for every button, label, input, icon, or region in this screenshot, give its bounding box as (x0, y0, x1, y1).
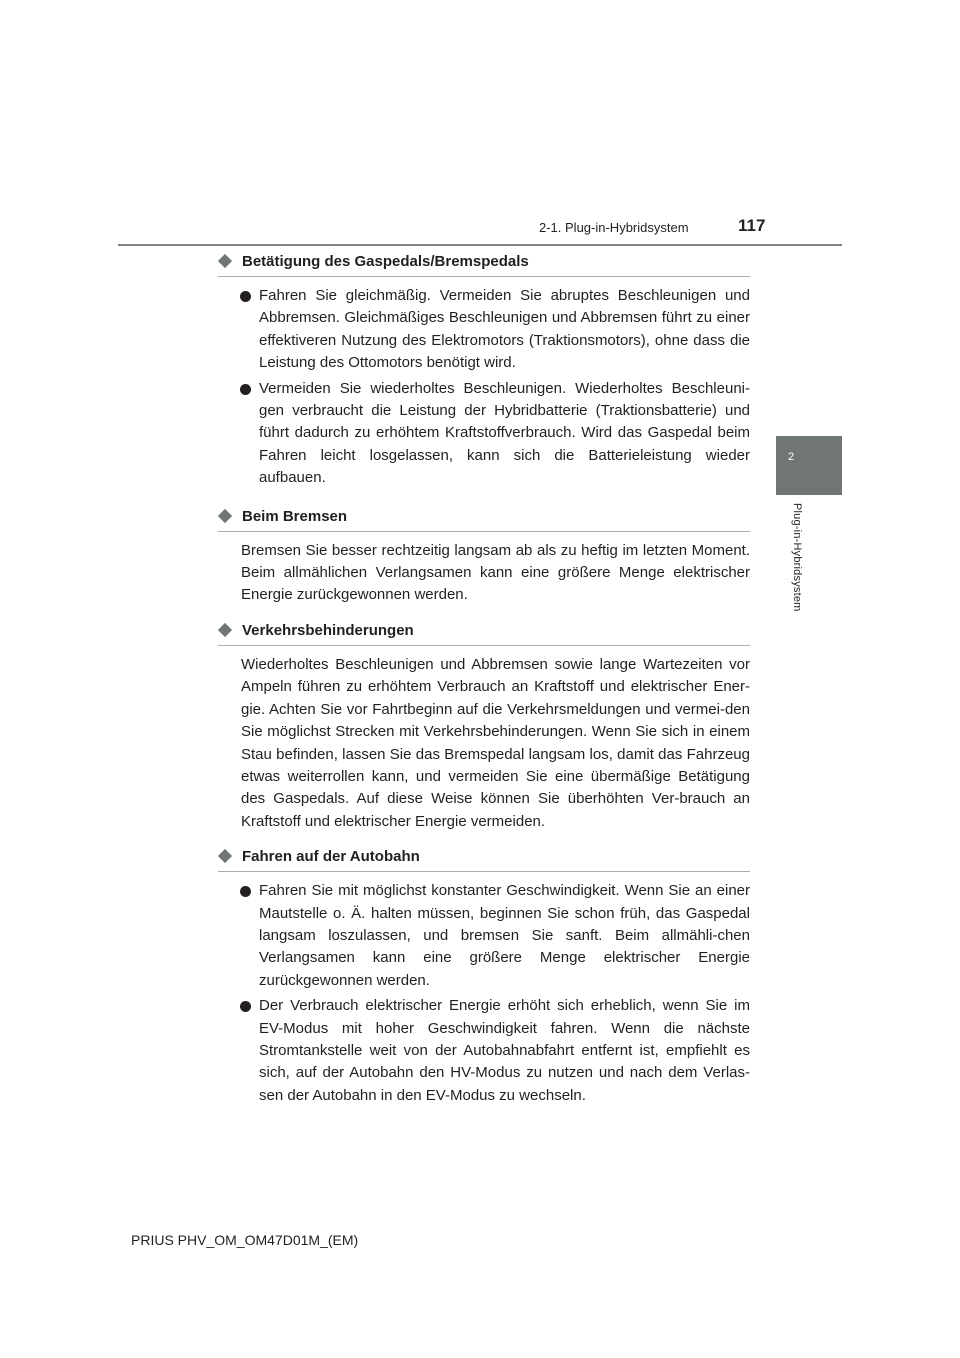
section-paragraph: Bremsen Sie besser rechtzeitig langsam ab als zu heftig im letzten Moment. Beim allmählichen Verlangsamen kann eine größere Menge elektrischer Energie zurückgewonnen werden. (241, 541, 750, 604)
bullet-dot-icon (240, 291, 251, 302)
section-heading (218, 621, 750, 646)
list-item-text: Fahren Sie gleichmäßig. Vermeiden Sie abruptes Beschleunigen und Abbremsen. Gleichmäßiges Beschleunigen und Abbremsen führt zu einer effektiveren Nutzung des Elektromotors (Traktionsmotors), ohne dass die Leistung des Ottomotors benötigt wird. (259, 287, 750, 372)
section-heading (218, 252, 750, 277)
list-item (218, 378, 750, 490)
section-heading (218, 507, 750, 532)
diamond-bullet-icon (218, 254, 232, 268)
bullet-dot-icon (240, 384, 251, 395)
chapter-tab-label: Plug-in-Hybridsystem (791, 503, 803, 612)
section-title: Verkehrsbehinderungen (242, 621, 414, 639)
list-item (218, 285, 750, 375)
header-rule (118, 244, 842, 246)
bullet-dot-icon (240, 886, 251, 897)
list-item (218, 995, 750, 1107)
section-title: Betätigung des Gaspedals/Bremspedals (242, 253, 529, 270)
diamond-bullet-icon (218, 623, 232, 637)
list-item (218, 880, 750, 992)
diamond-bullet-icon (218, 849, 232, 863)
chapter-tab-number: 2 (788, 451, 795, 463)
main-content (218, 252, 750, 1110)
diamond-bullet-icon (218, 509, 232, 523)
header-section-title: 2-1. Plug-in-Hybridsystem (539, 220, 689, 235)
section-heading (218, 847, 750, 872)
bullet-dot-icon (240, 1001, 251, 1012)
section-title: Fahren auf der Autobahn (242, 848, 420, 866)
bullet-list (218, 880, 750, 1107)
list-item-text: Vermeiden Sie wiederholtes Beschleunigen. Wiederholtes Beschleuni-gen verbraucht die Leistung der Hybridbatterie (Traktionsbatterie) und führt dadurch zu erhöhtem Kraftstoffverbrauch. Wird das Gaspedal beim Fahren leicht losgelassen, kann sich die Batterieleistung wieder aufbauen. (259, 379, 750, 487)
page-number: 117 (738, 216, 766, 235)
section-paragraph: Wiederholtes Beschleunigen und Abbremsen sowie lange Wartezeiten vor Ampeln führen zu erhöhtem Verbrauch an Kraftstoff und elektrischer Ener-gie. Achten Sie vor Fahrtbeginn auf die Verkehrsmeldungen und vermei-den Sie möglichst Strecken mit Verkehrsbehinderungen. Wenn Sie sich in einem Stau befinden, lassen Sie das Bremspedal langsam los, damit das Fahrzeug etwas weiterrollen kann, und vermeiden Sie eine übermäßige Betätigung des Gaspedals. Auf diese Weise können Sie überhöhten Ver-brauch an Kraftstoff und elektrischer Energie vermeiden. (241, 655, 750, 830)
list-item-text: Der Verbrauch elektrischer Energie erhöht sich erheblich, wenn Sie im EV-Modus mit hoher Geschwindigkeit fahren. Wenn die nächste Stromtankstelle weit von der Autobahnabfahrt entfernt ist, empfiehlt es sich, auf der Autobahn den HV-Modus zu nutzen und nach dem Verlas-sen der Autobahn in den EV-Modus zu wechseln. (259, 997, 750, 1104)
chapter-tab (776, 436, 842, 495)
bullet-list (218, 285, 750, 490)
section-title: Beim Bremsen (242, 507, 348, 525)
footer-document-code: PRIUS PHV_OM_OM47D01M_(EM) (131, 1232, 359, 1248)
list-item-text: Fahren Sie mit möglichst konstanter Geschwindigkeit. Wenn Sie an einer Mautstelle o. Ä. halten müssen, beginnen Sie schon früh, das Gaspedal langsam loszulassen, und bremsen Sie sanft. Beim allmähli-chen Verlangsamen kann eine größere Menge elektrischer Energie zurückgewonnen werden. (259, 882, 750, 989)
